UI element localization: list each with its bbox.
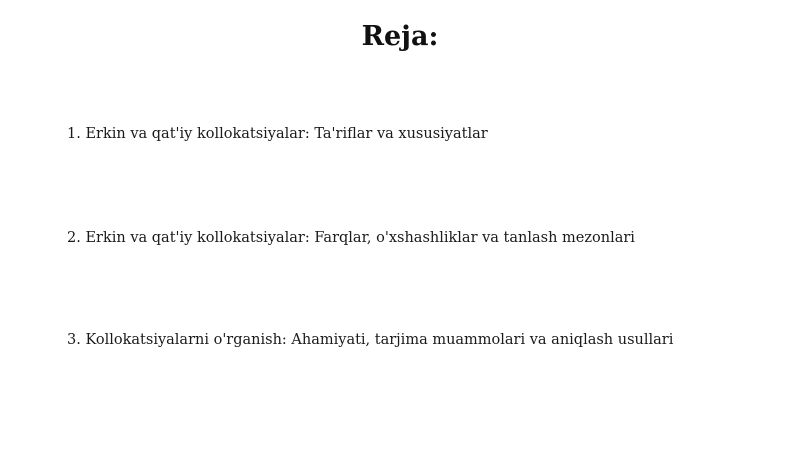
plan-item-2: 2. Erkin va qat'iy kollokatsiyalar: Farqlar, o'xshashliklar va tanlash mezonlari bbox=[67, 230, 635, 246]
slide-title: Reja: bbox=[361, 21, 439, 52]
plan-item-3: 3. Kollokatsiyalarni o'rganish: Ahamiyati, tarjima muammolari va aniqlash usullari bbox=[67, 332, 674, 348]
plan-item-1: 1. Erkin va qat'iy kollokatsiyalar: Ta'riflar va xususiyatlar bbox=[67, 126, 488, 142]
